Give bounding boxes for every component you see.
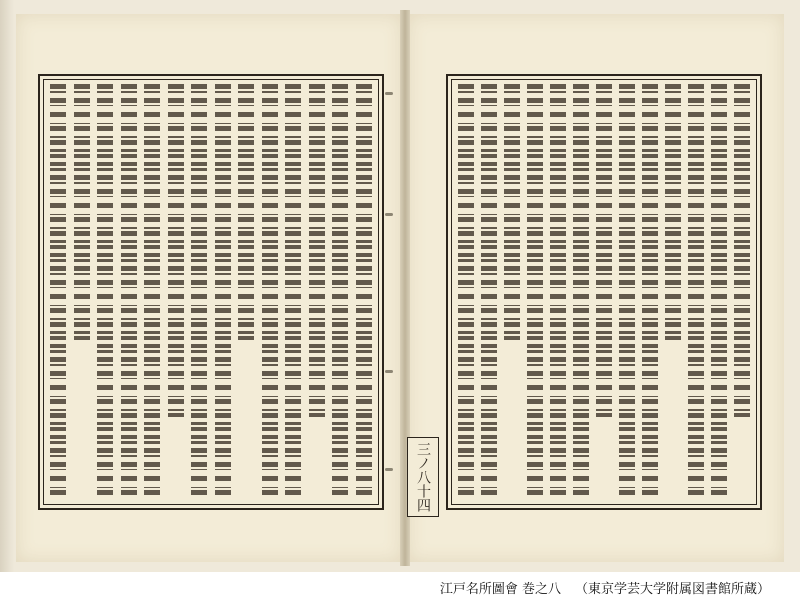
text-column — [642, 84, 658, 500]
left-text-columns — [50, 84, 372, 500]
binding-stitch — [385, 213, 393, 216]
text-column — [309, 84, 325, 417]
binding-stitch — [385, 468, 393, 471]
text-column — [121, 84, 137, 500]
text-column — [332, 84, 348, 500]
text-column — [711, 84, 727, 500]
caption-holding: （東京学芸大学附属図書館所蔵） — [574, 581, 770, 597]
text-column — [458, 84, 474, 500]
text-column — [619, 84, 635, 500]
text-column — [481, 84, 497, 500]
folio-page-number: 三ノ八十四 — [407, 437, 439, 517]
text-column — [238, 84, 254, 342]
binding-stitch — [385, 370, 393, 373]
text-column — [504, 84, 520, 342]
right-text-frame — [446, 74, 762, 510]
text-column — [550, 84, 566, 500]
text-column — [50, 84, 66, 500]
text-column — [356, 84, 372, 500]
right-text-columns — [458, 84, 750, 500]
text-column — [573, 84, 589, 500]
text-column — [285, 84, 301, 500]
text-column — [74, 84, 90, 342]
book-edge-shadow — [0, 0, 14, 572]
image-caption — [0, 576, 800, 598]
text-column — [734, 84, 750, 417]
text-column — [665, 84, 681, 342]
text-column — [688, 84, 704, 500]
binding-stitch — [385, 92, 393, 95]
text-column — [168, 84, 184, 417]
text-column — [97, 84, 113, 500]
left-text-frame — [38, 74, 384, 510]
text-column — [144, 84, 160, 500]
text-column — [262, 84, 278, 500]
text-column — [527, 84, 543, 500]
text-column — [596, 84, 612, 417]
caption-title: 江戸名所圖會 巻之八 — [439, 581, 561, 597]
text-column — [191, 84, 207, 500]
text-column — [215, 84, 231, 500]
